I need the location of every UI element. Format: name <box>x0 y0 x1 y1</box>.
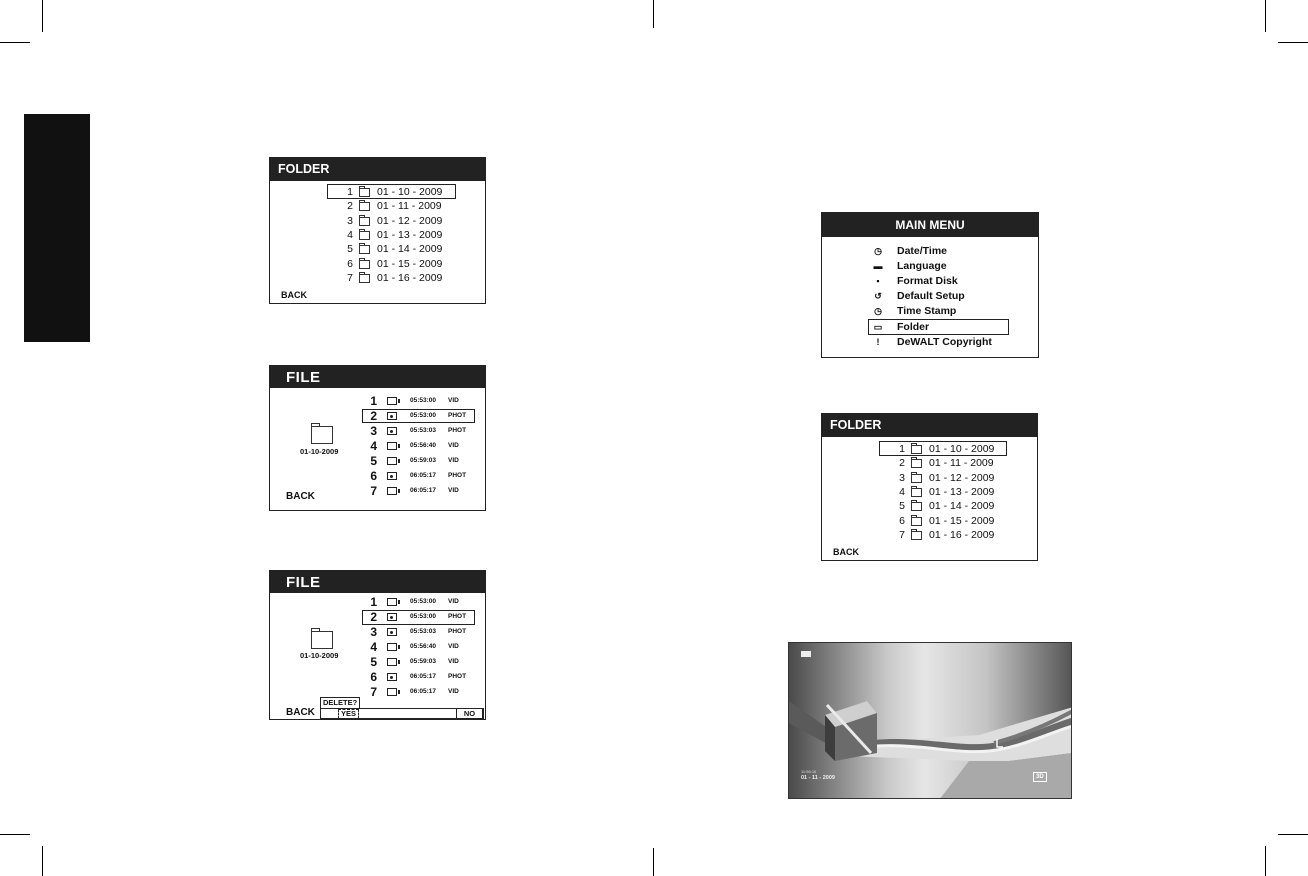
folder-row-number: 4 <box>347 228 353 241</box>
file-row-type: VID <box>448 457 459 464</box>
language-side-tab <box>24 114 90 342</box>
file-row-number: 2 <box>370 409 377 423</box>
folder-row-number: 7 <box>899 528 905 541</box>
folder-row-date: 01 - 14 - 2009 <box>377 243 443 256</box>
file-row-time: 05:59:03 <box>410 658 437 665</box>
folder-screen-left <box>269 157 486 304</box>
file-row-type: VID <box>448 442 459 449</box>
center-crop-mark <box>653 0 654 28</box>
video-icon <box>387 598 397 606</box>
folder-row-number: 7 <box>347 271 353 284</box>
file-row-time: 05:53:00 <box>410 412 437 419</box>
photo-icon <box>387 412 397 420</box>
back-button[interactable]: BACK <box>833 547 859 557</box>
photo-icon <box>387 427 397 435</box>
video-icon <box>387 397 397 405</box>
file-row-time: 05:56:40 <box>410 442 437 449</box>
file-title: FILE <box>270 366 485 388</box>
timestamp-icon: ◷ <box>874 306 882 317</box>
crop-mark <box>1278 834 1308 835</box>
file-row-time: 05:53:03 <box>410 628 437 635</box>
file-row-type: PHOT <box>448 628 467 635</box>
folder-row-date: 01 - 15 - 2009 <box>929 514 995 527</box>
video-icon <box>387 688 397 696</box>
folder-icon <box>911 517 922 526</box>
folder-icon <box>359 231 370 240</box>
crop-mark <box>0 42 30 43</box>
file-row-number: 4 <box>370 439 377 453</box>
folder-row-number: 6 <box>347 257 353 270</box>
folder-icon <box>359 260 370 269</box>
disk-icon: ▪ <box>876 276 880 287</box>
folder-row-date: 01 - 11 - 2009 <box>377 200 442 213</box>
folder-row-date: 01 - 16 - 2009 <box>377 271 443 284</box>
folder-row-date: 01 - 13 - 2009 <box>377 228 443 241</box>
folder-row-date: 01 - 16 - 2009 <box>929 528 995 541</box>
folder-row-date: 01 - 10 - 2009 <box>929 443 995 455</box>
menu-item-label: Default Setup <box>897 290 965 303</box>
menu-item-label: Format Disk <box>897 275 958 288</box>
file-row-number: 6 <box>370 469 377 483</box>
folder-title: FOLDER <box>822 414 1037 437</box>
file-delete-screen <box>269 570 486 720</box>
menu-selection-box <box>868 319 1009 335</box>
file-row-type: VID <box>448 397 459 404</box>
folder-icon <box>911 488 922 497</box>
folder-row-number: 2 <box>347 200 353 213</box>
folder-date: 01-10-2009 <box>300 651 339 660</box>
folder-row-number: 3 <box>347 214 353 227</box>
file-row-number: 4 <box>370 640 377 654</box>
file-row-type: PHOT <box>448 673 467 680</box>
info-icon: ! <box>876 336 880 347</box>
file-row-type: PHOT <box>448 427 467 434</box>
folder-icon <box>911 459 922 468</box>
file-row-type: PHOT <box>448 472 467 479</box>
folder-icon <box>359 188 370 197</box>
folder-row-number: 5 <box>347 243 353 256</box>
folder-row-number: 5 <box>899 500 905 513</box>
back-button[interactable]: BACK <box>286 491 315 502</box>
video-icon <box>387 442 397 450</box>
file-row-number: 6 <box>370 670 377 684</box>
folder-row-number: 3 <box>899 471 905 484</box>
file-row-time: 06:05:17 <box>410 487 437 494</box>
folder-row-date: 01 - 13 - 2009 <box>929 485 995 498</box>
folder-row-number: 1 <box>899 443 905 455</box>
date-overlay: 01 - 11 - 2009 <box>801 775 835 781</box>
menu-item-label: Folder <box>897 320 930 333</box>
file-row-time: 05:53:03 <box>410 427 437 434</box>
file-row-number: 7 <box>370 685 377 699</box>
crop-mark <box>1278 42 1308 43</box>
video-icon <box>387 643 397 651</box>
folder-row-number: 2 <box>899 457 905 470</box>
file-row-type: VID <box>448 487 459 494</box>
folder-icon <box>311 631 333 649</box>
file-row-time: 06:05:17 <box>410 673 437 680</box>
yes-button[interactable]: YES <box>338 709 359 719</box>
file-row-type: PHOT <box>448 613 467 620</box>
file-row-type: VID <box>448 643 459 650</box>
folder-icon <box>359 274 370 283</box>
file-row-time: 05:56:40 <box>410 643 437 650</box>
crop-mark <box>0 834 30 835</box>
folder-icon <box>911 474 922 483</box>
folder-row-number: 1 <box>347 186 353 198</box>
folder-icon <box>311 426 333 444</box>
crop-mark <box>1265 846 1266 876</box>
main-menu-title: MAIN MENU <box>822 213 1038 237</box>
file-row-type: VID <box>448 688 459 695</box>
folder-row-number: 4 <box>899 485 905 498</box>
folder-icon <box>359 245 370 254</box>
file-row-number: 5 <box>370 655 377 669</box>
folder-row-date: 01 - 15 - 2009 <box>377 257 443 270</box>
file-row-time: 05:53:00 <box>410 613 437 620</box>
clock-icon: ◷ <box>874 246 882 256</box>
photo-icon <box>387 613 397 621</box>
file-row-number: 5 <box>370 454 377 468</box>
file-row-time: 05:53:00 <box>410 598 437 605</box>
folder-row-date: 01 - 10 - 2009 <box>377 186 443 198</box>
photo-icon <box>387 673 397 681</box>
folder-icon <box>911 502 922 511</box>
delete-prompt: DELETE? <box>320 697 360 709</box>
menu-item-label: Date/Time <box>897 245 947 257</box>
crop-mark <box>1265 0 1266 32</box>
file-row-time: 05:53:00 <box>410 397 437 404</box>
folder-icon: ▭ <box>873 321 883 332</box>
file-title: FILE <box>270 571 485 593</box>
file-row-number: 2 <box>370 610 377 624</box>
file-screen <box>269 365 486 511</box>
main-menu-screen <box>821 212 1039 358</box>
no-button[interactable]: NO <box>456 708 483 719</box>
back-button[interactable]: BACK <box>286 707 315 718</box>
video-icon <box>387 457 397 465</box>
3d-badge: 3D <box>1033 772 1047 782</box>
file-row-number: 3 <box>370 625 377 639</box>
file-row-type: VID <box>448 658 459 665</box>
crop-mark <box>42 0 43 32</box>
folder-title: FOLDER <box>270 158 485 181</box>
folder-row-number: 6 <box>899 514 905 527</box>
file-row-number: 1 <box>370 595 377 609</box>
file-row-number: 7 <box>370 484 377 498</box>
folder-row-date: 01 - 12 - 2009 <box>929 471 995 484</box>
folder-row-date: 01 - 14 - 2009 <box>929 500 995 513</box>
file-row-number: 3 <box>370 424 377 438</box>
folder-screen-right <box>821 413 1038 561</box>
video-icon <box>387 658 397 666</box>
speech-icon: ▬ <box>873 261 883 272</box>
folder-icon <box>911 445 922 454</box>
file-row-time: 06:05:17 <box>410 688 437 695</box>
file-row-time: 06:05:17 <box>410 472 437 479</box>
file-row-type: VID <box>448 598 459 605</box>
reset-icon: ↺ <box>874 291 882 302</box>
time-overlay: 11:56:16 <box>801 769 817 774</box>
folder-row-date: 01 - 12 - 2009 <box>377 214 443 227</box>
file-row-type: PHOT <box>448 412 467 419</box>
crop-mark <box>42 846 43 876</box>
file-row-time: 05:59:03 <box>410 457 437 464</box>
menu-item-label: Language <box>897 260 947 273</box>
folder-date: 01-10-2009 <box>300 447 339 456</box>
menu-item-label: Time Stamp <box>897 305 957 318</box>
folder-icon <box>359 217 370 226</box>
camera-view <box>788 642 1072 799</box>
video-icon <box>387 487 397 495</box>
folder-icon <box>911 531 922 540</box>
back-button[interactable]: BACK <box>281 290 307 300</box>
center-crop-mark <box>653 848 654 876</box>
photo-icon <box>387 472 397 480</box>
folder-icon <box>359 202 370 211</box>
photo-icon <box>387 628 397 636</box>
menu-item-label: DeWALT Copyright <box>897 335 992 348</box>
file-row-number: 1 <box>370 394 377 408</box>
folder-row-date: 01 - 11 - 2009 <box>929 457 994 470</box>
